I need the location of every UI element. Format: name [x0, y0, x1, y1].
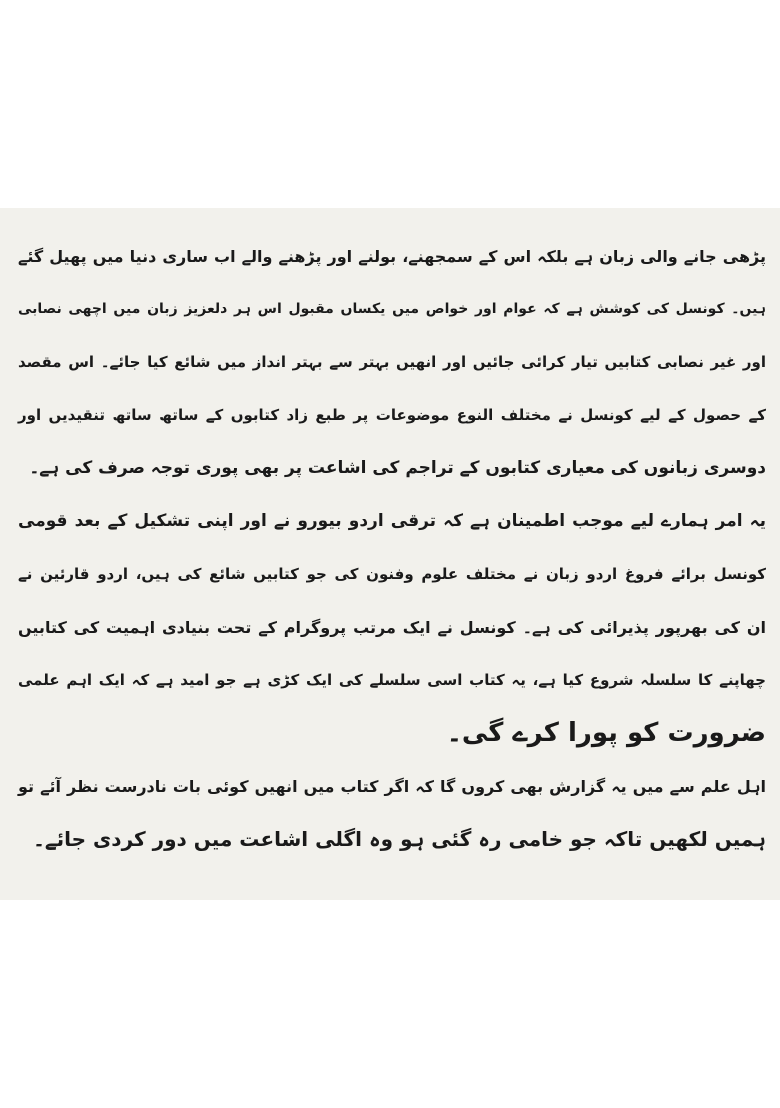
text-line: دوسری زبانوں کی معیاری کتابوں کے تراجم کی اشاعت پر بھی پوری توجہ صرف کی ہے۔ — [29, 458, 766, 478]
text-line: ان کی بھرپور پذیرائی کی ہے۔ کونسل نے ایک مرتب پروگرام کے تحت بنیادی اہمیت کی کتابیں — [18, 618, 766, 637]
text-line: کے حصول کے لیے کونسل نے مختلف النوع موضوعات پر طبع زاد کتابوں کے ساتھ ساتھ تنقیدیں اور — [18, 406, 766, 424]
text-line: اور غیر نصابی کتابیں تیار کرائی جائیں اور انھیں بہتر سے بہتر انداز میں شائع کیا جائے۔ اس مقصد — [18, 353, 766, 371]
text-line: کونسل برائے فروغ اردو زبان نے مختلف علوم وفنون کی جو کتابیں شائع کی ہیں، اردو قارئین نے — [18, 565, 766, 583]
paragraph-2 — [18, 495, 766, 760]
text-line: اہل علم سے میں یہ گزارش بھی کروں گا کہ اگر کتاب میں انھیں کوئی بات نادرست نظر آئے تو — [18, 777, 766, 796]
text-line: ہیں۔ کونسل کی کوشش ہے کہ عوام اور خواص میں یکساں مقبول اس ہر دلعزیز زبان میں اچھی نصابی — [18, 301, 766, 317]
paragraph-3 — [18, 760, 766, 866]
text-line: یہ امر ہمارے لیے موجب اطمینان ہے کہ ترقی اردو بیورو نے اور اپنی تشکیل کے بعد قومی — [18, 511, 766, 531]
text-line: ضرورت کو پورا کرے گی۔ — [446, 718, 766, 748]
document-text — [18, 230, 766, 866]
text-line: ہمیں لکھیں تاکہ جو خامی رہ گئی ہو وہ اگلی اشاعت میں دور کردی جائے۔ — [33, 827, 766, 851]
scanned-page — [0, 208, 780, 900]
paragraph-1 — [18, 230, 766, 495]
text-line: چھاپنے کا سلسلہ شروع کیا ہے، یہ کتاب اسی سلسلے کی ایک کڑی ہے جو امید ہے کہ ایک اہم علمی — [18, 671, 766, 689]
text-line: پڑھی جانے والی زبان ہے بلکہ اس کے سمجھنے، بولنے اور پڑھنے والے اب ساری دنیا میں پھیل گئے — [18, 247, 766, 266]
